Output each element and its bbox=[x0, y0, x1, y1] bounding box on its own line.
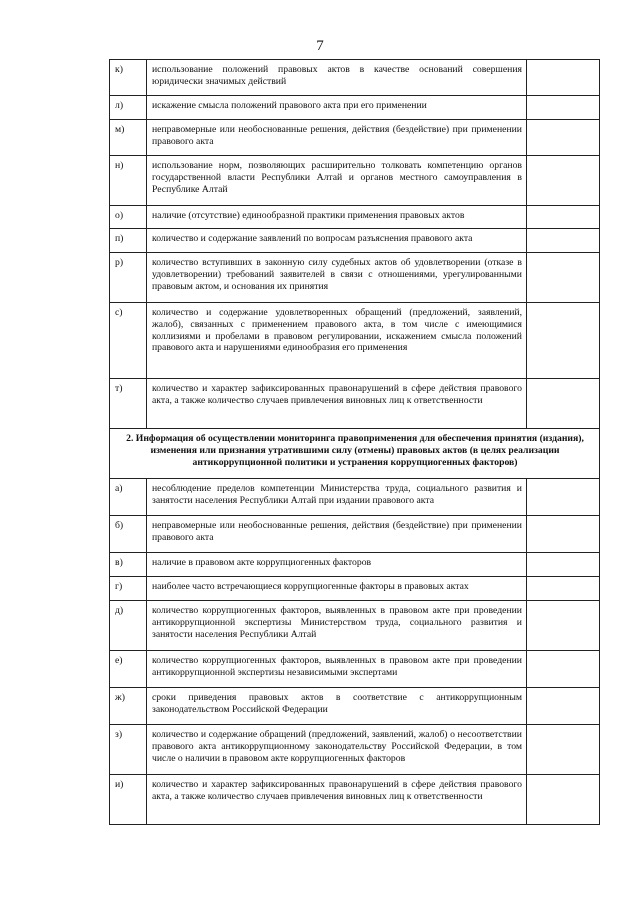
table-row bbox=[110, 553, 600, 577]
row-letter: е) bbox=[110, 651, 147, 688]
row-value-cell bbox=[527, 120, 600, 156]
table-row bbox=[110, 601, 600, 651]
row-description: наиболее часто встречающиеся коррупциогенные факторы в правовых актах bbox=[147, 577, 527, 601]
section-2-title: 2. Информация об осуществлении мониторинга правоприменения для обеспечения принятия (издания), изменения или признания утратившими силу (отмены) правовых актов (в целях реализации антикоррупционной политики и устранения коррупциогенных факторов) bbox=[110, 429, 600, 479]
row-letter: д) bbox=[110, 601, 147, 651]
table-row bbox=[110, 229, 600, 253]
row-letter: и) bbox=[110, 775, 147, 825]
row-value-cell bbox=[527, 516, 600, 553]
table-row bbox=[110, 156, 600, 206]
row-value-cell bbox=[527, 206, 600, 229]
row-description: использование норм, позволяющих расширительно толковать компетенцию органов государственной власти Республики Алтай и органов местного самоуправления в Республике Алтай bbox=[147, 156, 527, 206]
table-row bbox=[110, 60, 600, 96]
row-letter: р) bbox=[110, 253, 147, 303]
row-description: количество и характер зафиксированных правонарушений в сфере действия правового акта, а также количество случаев привлечения виновных лиц к ответственности bbox=[147, 379, 527, 429]
row-letter: а) bbox=[110, 479, 147, 516]
row-value-cell bbox=[527, 60, 600, 96]
row-value-cell bbox=[527, 229, 600, 253]
table-row bbox=[110, 651, 600, 688]
row-value-cell bbox=[527, 96, 600, 120]
row-description: наличие в правовом акте коррупциогенных факторов bbox=[147, 553, 527, 577]
row-value-cell bbox=[527, 156, 600, 206]
row-description: неправомерные или необоснованные решения, действия (бездействие) при применении правового акта bbox=[147, 516, 527, 553]
row-letter: ж) bbox=[110, 688, 147, 725]
monitoring-table bbox=[109, 59, 600, 825]
row-description: сроки приведения правовых актов в соответствие с антикоррупционным законодательством Российской Федерации bbox=[147, 688, 527, 725]
table-row bbox=[110, 516, 600, 553]
row-value-cell bbox=[527, 303, 600, 379]
section-header-row bbox=[110, 429, 600, 479]
row-description: количество коррупциогенных факторов, выявленных в правовом акте при проведении антикоррупционной экспертизы Министерством труда, социального развития и занятости населения Республики Алтай bbox=[147, 601, 527, 651]
row-letter: г) bbox=[110, 577, 147, 601]
table-row bbox=[110, 96, 600, 120]
row-value-cell bbox=[527, 479, 600, 516]
row-value-cell bbox=[527, 775, 600, 825]
row-value-cell bbox=[527, 688, 600, 725]
row-letter: с) bbox=[110, 303, 147, 379]
row-letter: н) bbox=[110, 156, 147, 206]
row-description: неправомерные или необоснованные решения, действия (бездействие) при применении правового акта bbox=[147, 120, 527, 156]
row-value-cell bbox=[527, 577, 600, 601]
row-value-cell bbox=[527, 253, 600, 303]
table-row bbox=[110, 688, 600, 725]
row-letter: т) bbox=[110, 379, 147, 429]
row-value-cell bbox=[527, 379, 600, 429]
table-row bbox=[110, 577, 600, 601]
row-description: количество и содержание обращений (предложений, заявлений, жалоб) о несоответствии правового акта антикоррупционному законодательству Российской Федерации, в том числе о наличии в правовом акте коррупциогенных факторов bbox=[147, 725, 527, 775]
row-description: наличие (отсутствие) единообразной практики применения правовых актов bbox=[147, 206, 527, 229]
row-description: несоблюдение пределов компетенции Министерства труда, социального развития и занятости населения Республики Алтай при издании правового акта bbox=[147, 479, 527, 516]
table-row bbox=[110, 479, 600, 516]
table-row bbox=[110, 725, 600, 775]
page-number: 7 bbox=[316, 38, 324, 54]
row-description: количество и характер зафиксированных правонарушений в сфере действия правового акта, а также количество случаев привлечения виновных лиц к ответственности bbox=[147, 775, 527, 825]
table-row bbox=[110, 303, 600, 379]
row-letter: м) bbox=[110, 120, 147, 156]
row-letter: п) bbox=[110, 229, 147, 253]
row-description: использование положений правовых актов в качестве оснований совершения юридически значимых действий bbox=[147, 60, 527, 96]
row-description: количество и содержание удовлетворенных обращений (предложений, заявлений, жалоб), связанных с применением правового акта, в том числе с имеющимися коллизиями и пробелами в правовом регулировании, искажением смысла положений правового акта и нарушениями единообразия его применения bbox=[147, 303, 527, 379]
table-row bbox=[110, 253, 600, 303]
row-value-cell bbox=[527, 601, 600, 651]
table-row bbox=[110, 775, 600, 825]
row-value-cell bbox=[527, 651, 600, 688]
row-value-cell bbox=[527, 725, 600, 775]
row-letter: з) bbox=[110, 725, 147, 775]
monitoring-table-body bbox=[110, 60, 600, 825]
row-letter: о) bbox=[110, 206, 147, 229]
row-description: количество и содержание заявлений по вопросам разъяснения правового акта bbox=[147, 229, 527, 253]
row-description: количество коррупциогенных факторов, выявленных в правовом акте при проведении антикоррупционной экспертизы независимыми экспертами bbox=[147, 651, 527, 688]
row-description: искажение смысла положений правового акта при его применении bbox=[147, 96, 527, 120]
table-row bbox=[110, 120, 600, 156]
table-row bbox=[110, 379, 600, 429]
row-letter: б) bbox=[110, 516, 147, 553]
row-letter: л) bbox=[110, 96, 147, 120]
row-description: количество вступивших в законную силу судебных актов об удовлетворении (отказе в удовлетворении) требований заявителей в связи с отношениями, урегулированными правовым актом, и основания их принятия bbox=[147, 253, 527, 303]
row-letter: к) bbox=[110, 60, 147, 96]
row-value-cell bbox=[527, 553, 600, 577]
row-letter: в) bbox=[110, 553, 147, 577]
table-row bbox=[110, 206, 600, 229]
